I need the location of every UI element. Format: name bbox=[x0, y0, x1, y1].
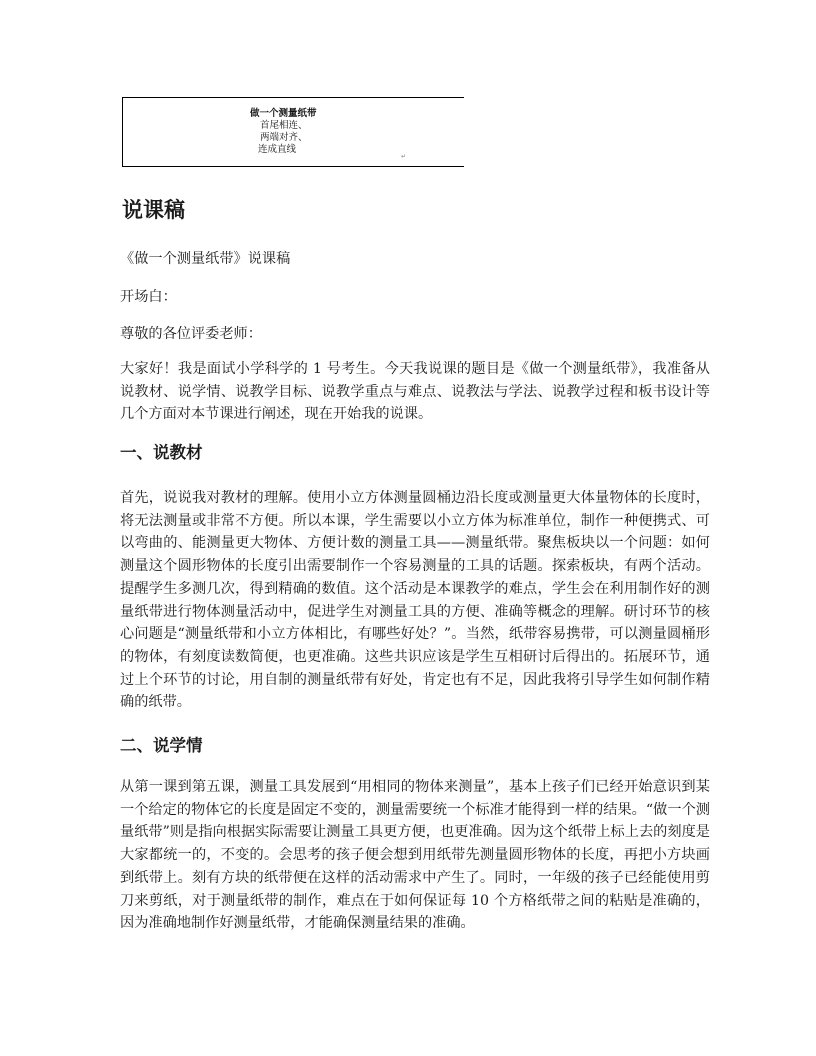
document-title: 说课稿 bbox=[122, 198, 185, 222]
opening-label: 开场白： bbox=[120, 289, 177, 305]
section-body-students: 从第一课到第五课，测量工具发展到“用相同的物体来测量”，基本上孩子们已经开始意识到某一个给定的物体它的长度是固定不变的，测量需要统一个标准才能得到一样的结果。“做一个测量纸带”则是指向根据实际需要让测量工具更方便，也更准确。因为这个纸带上标上去的刻度是大家都统一的，不变的。会思考的孩子便会想到用纸带先测量圆形物体的长度，再把小方块画到纸带上。刻有方块的纸带便在这样的活动需求中产生了。同时，一年级的孩子已经能使用剪刀来剪纸，对于测量纸带的制作，难点在于如何保证每 10 个方格纸带之间的粘贴是准确的，因为准确地制作好测量纸带，才能确保测量结果的准确。 bbox=[120, 779, 710, 932]
section-heading-students: 二、说学情 bbox=[120, 736, 203, 755]
board-title: 做一个测量纸带 bbox=[250, 108, 317, 119]
board-writing-image bbox=[122, 97, 464, 167]
section-body-textbook: 首先，说说我对教材的理解。使用小立方体测量圆桶边沿长度或测量更大体量物体的长度时，将无法测量或非常不方便。所以本课，学生需要以小立方体为标准单位，制作一种便携式、可以弯曲的、能测量更大物体、方便计数的测量工具——测量纸带。聚焦板块以一个问题：如何测量这个圆形物体的长度引出需要制作一个容易测量的工具的话题。探索板块，有两个活动。提醒学生多测几次，得到精确的数值。这个活动是本课教学的难点，学生会在利用制作好的测量纸带进行物体测量活动中，促进学生对测量工具的方便、准确等概念的理解。研讨环节的核心问题是“测量纸带和小立方体相比，有哪些好处？”。当然，纸带容易携带，可以测量圆桶形的物体，有刻度读数简便，也更准确。这些共识应该是学生互相研讨后得出的。拓展环节，通过上个环节的讨论，用自制的测量纸带有好处，肯定也有不足，因此我将引导学生如何制作精确的纸带。 bbox=[120, 490, 710, 711]
board-line-3: 连成直线 bbox=[258, 144, 297, 155]
lesson-subtitle: 《做一个测量纸带》说课稿 bbox=[120, 251, 291, 267]
section-heading-textbook: 一、说教材 bbox=[120, 443, 203, 462]
intro-paragraph: 大家好！我是面试小学科学的 1 号考生。今天我说课的题目是《做一个测量纸带》，我准备从说教材、说学情、说教学目标、说教学重点与难点、说教法与学法、说教学过程和板书设计等几个方面对本节课进行阐述，现在开始我的说课。 bbox=[120, 361, 710, 423]
paragraph-mark-icon: ↵ bbox=[401, 153, 407, 160]
greeting: 尊敬的各位评委老师： bbox=[120, 326, 262, 342]
board-line-2: 两端对齐、 bbox=[260, 132, 308, 143]
board-line-1: 首尾相连、 bbox=[260, 120, 308, 131]
